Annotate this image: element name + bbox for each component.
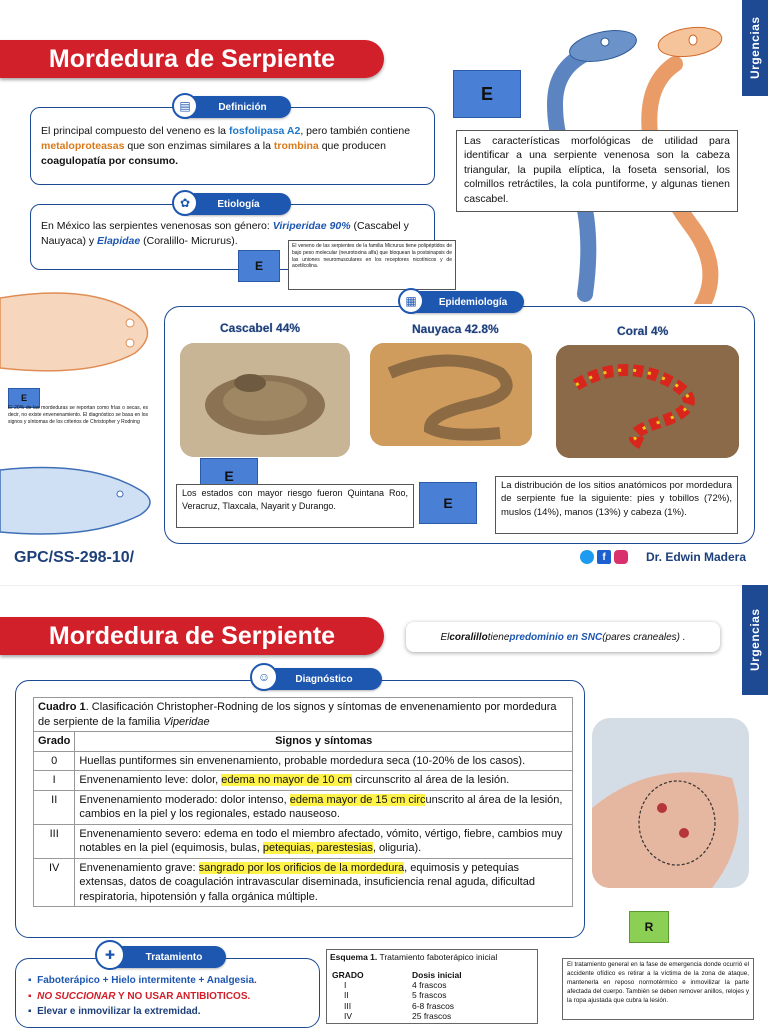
nauyaca-photo [370,343,532,446]
clipboard-icon: ▤ [172,93,198,119]
etiologia-label: Etiología [176,193,291,215]
definicion-label: Definición [176,96,291,118]
instagram-icon[interactable] [614,550,628,564]
snake-head-drawing [0,288,160,378]
table-row: IV Envenenamiento grave: sangrado por los orificios de la mordedura, equimosis y petequias extensas, datos de coagulación intravascular diseminada, insuficiencia renal aguda, dificultad respiratoria, hipotensión y falla orgánica múltiple. [34,858,573,907]
page1-title: Mordedura de Serpiente [0,40,384,78]
syringe-icon: ✚ [95,940,125,970]
bite-wound-photo [592,718,749,888]
page2-title: Mordedura de Serpiente [0,617,384,655]
page-divider [0,585,768,586]
facebook-icon[interactable]: f [597,550,611,564]
microbe-icon: ✿ [172,190,198,216]
coral-caption: Coral 4% [617,324,669,338]
doctor-icon: ☺ [250,663,278,691]
christopher-rodning-table: Cuadro 1. Clasificación Christopher-Rodning de los signos y síntomas de envenenamiento por mordedura de serpiente de la familia Viperidae Grado Signos y síntomas 0 Huellas puntiformes sin envenenamiento, probable mordedura seca (10-20% de los casos). I Envenenamiento leve: dolor, edema no mayor de 10 cm circunscrito al área de la lesión. II Envenenamiento moderado: dolor intenso, edema mayor de 15 cm circunscrito al área de la lesión, cambios en la piel y los regionales, estado nauseoso. III Envenenamiento severo: edema en todo el miembro afectado, vómito, vértigo, fiebre, cambios muy notables en la piel (equimosis, bulas, petequias, parestesias, oliguria). IV Envenenamiento grave: sangrado por los orificios de la mordedura, equimosis y petequias extensas, datos de coagulación intravascular diseminada, insuficiencia renal aguda, dificultad respiratoria, hipotensión y falla orgánica múltiple. [33,697,573,907]
chart-icon: ▦ [398,288,424,314]
cuadro-table-wrap [33,697,573,907]
esquema-table: GRADO Dosis inicial I 4 frascos II 5 frascos III 6-8 frascos IV 25 frascos [332,970,462,1021]
evidence-e-box-estados: E [200,458,258,494]
etiologia-box: En México las serpientes venenosas son género: Viriperidae 90% (Cascabel y Nauyaca) y Elapidae (Coralillo- Micrurus). [30,204,435,270]
cascabel-caption: Cascabel 44% [220,321,301,335]
evidence-e-box-small: E [8,388,40,408]
evidence-e-box-distribucion: E [419,482,477,524]
nauyaca-caption: Nauyaca 42.8% [412,322,499,336]
cascabel-photo [180,343,350,457]
evidence-e-box: E [238,250,280,282]
table-row: I 4 frascos [344,980,447,991]
note-estados: Los estados con mayor riesgo fueron Quintana Roo, Veracruz, Tlaxcala, Nayarit y Durango. [176,484,414,528]
table-row: 0 Huellas puntiformes sin envenenamiento, probable mordedura seca (10-20% de los casos). [34,751,573,771]
treatment-item: ▪ Elevar e inmovilizar la extremidad. [28,1006,201,1017]
esquema-table-box: Esquema 1. Tratamiento faboterápico inicial GRADO Dosis inicial I 4 frascos II 5 frascos III 6-8 frascos IV 25 frascos [326,949,538,1024]
table-row: IV 25 frascos [344,1010,452,1021]
coral-photo [556,345,739,458]
snake-head-blue-drawing [0,460,160,540]
treatment-item: ▪ Faboterápico + Hielo intermitente + Analgesia. [28,975,257,986]
side-tab-urgencias: Urgencias [742,0,768,96]
twitter-icon[interactable] [580,550,594,564]
diagnostico-label: Diagnóstico [252,668,382,690]
treatment-item: ▪ NO SUCCIONAR Y NO USAR ANTIBIOTICOS. [28,990,251,1002]
table-row: II Envenenamiento moderado: dolor intenso, edema mayor de 15 cm circunscrito al área de la lesión, cambios en la piel y los regionales, estado nauseoso. [34,790,573,824]
gpc-reference: GPC/SS-298-10/ [14,549,135,566]
evidence-e-box-large: E [453,70,521,118]
note-morphology: Las características morfológicas de utilidad para identificar a una serpiente venenosa son la cabeza triangular, la pupila elíptica, la foseta sensorial, los colmillos retráctiles, la cola puntiforme, y algunas tienen cascabel. [456,130,738,212]
table-row: III Envenenamiento severo: edema en todo el miembro afectado, vómito, vértigo, fiebre, cambios muy notables en la piel (equimosis, bulas, petequias, parestesias, oliguria). [34,824,573,858]
note-tratamiento-general: El tratamiento general en la fase de emergencia donde ocurrió el accidente ofídico es retirar a la víctima de la zona de ataque, mantenerla en reposo normotérmico e inmovilizar la parte afectada del cuerpo. También se deben remover anillos, relojes y la ropa ajustada que cubra la lesión. [562,958,754,1020]
side-tab-urgencias-2: Urgencias [742,585,768,695]
tratamiento-label: Tratamiento [104,946,226,968]
social-icons [580,550,628,564]
definicion-box: El principal compuesto del veneno es la fosfolipasa A2, pero también contiene metaloproteasas que son enzimas similares a la trombina que producen coagulopatía por consumo. [30,107,435,185]
author-name: Dr. Edwin Madera [646,550,747,564]
note-20-percent: El 20% de las mordeduras se reportan como frías o secas, es decir, no existe envenenamiento. El diagnóstico se basa en los signos y síntomas de los criterios de Christopher y Rodning [8,405,148,425]
table-row: II 5 frascos [344,990,447,1001]
epidemiologia-label: Epidemiología [404,291,524,313]
table-row: III 6-8 frascos [344,1000,455,1011]
table-row: I Envenenamiento leve: dolor, edema no mayor de 10 cm circunscrito al área de la lesión. [34,771,573,791]
note-distribucion: La distribución de los sitios anatómicos por mordedura de serpiente fue la siguiente: pies y tobillos (72%), muslos (14%), manos (13%) y cabeza (1%). [495,476,738,534]
recommendation-r-box: R [629,911,669,943]
tratamiento-box [15,958,320,1028]
coralillo-note: El coralillo tiene predominio en SNC (pares craneales) . [406,622,720,652]
note-elapidae: El veneno de las serpientes de la familia Micrurus tiene polipéptidos de bajo peso molecular (neurotoxina alfa) que bloquean la postsinapsis de las uniones neuromusculares en los receptores nicotínicos y de acetilcolina. [288,240,456,290]
